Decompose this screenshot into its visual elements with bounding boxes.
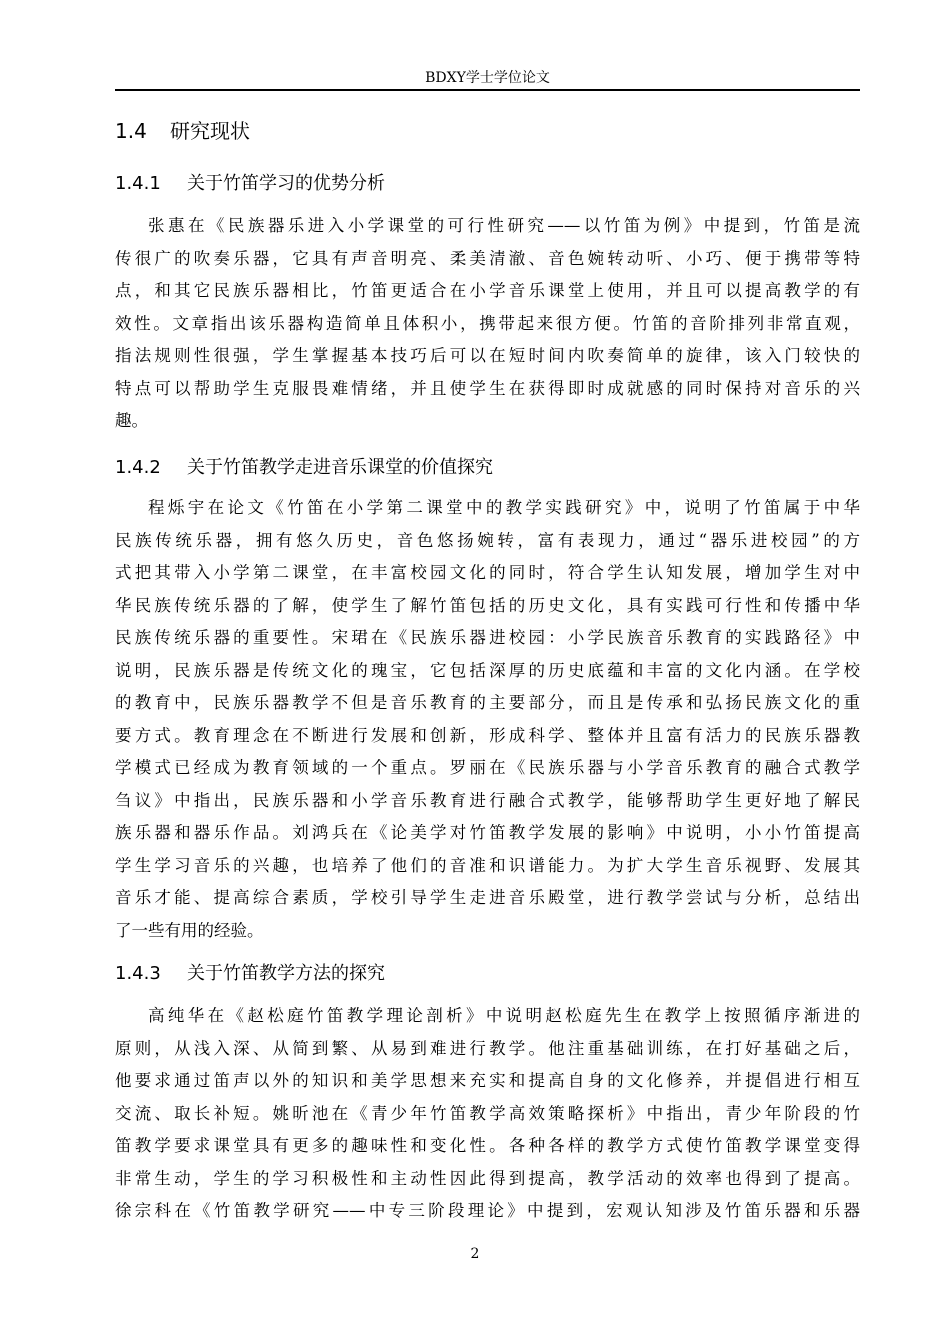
text-line: 效性。文章指出该乐器构造简单且体积小，携带起来很方便。竹笛的音阶排列非常直观，	[115, 313, 860, 333]
text-line: 说明，民族乐器是传统文化的瑰宝，它包括深厚的历史底蕴和丰富的文化内涵。在学校	[115, 660, 860, 680]
text-line: 学生学习音乐的兴趣，也培养了他们的音准和识谱能力。为扩大学生音乐视野、发展其	[115, 855, 860, 875]
subsection-number: 1.4.2	[115, 457, 161, 478]
text-line: 民族传统乐器的重要性。宋珺在《民族乐器进校园：小学民族音乐教育的实践路径》中	[115, 628, 860, 647]
subsection-heading-3	[115, 961, 385, 987]
subsection-number: 1.4.1	[115, 173, 161, 194]
text-line: 点，和其它民族乐器相比，竹笛更适合在小学音乐课堂上使用，并且可以提高教学的有	[115, 281, 860, 300]
text-line: 华民族传统乐器的了解，使学生了解竹笛包括的历史文化，具有实践可行性和传播中华	[115, 595, 860, 615]
text-line: 趣。	[115, 411, 148, 430]
text-line: 徐宗科在《竹笛教学研究——中专三阶段理论》中提到，宏观认知涉及竹笛乐器和乐器	[115, 1201, 860, 1220]
text-line: 学模式已经成为教育领域的一个重点。罗丽在《民族乐器与小学音乐教育的融合式教学	[115, 758, 860, 777]
text-line: 指法规则性很强，学生掌握基本技巧后可以在短时间内吹奏简单的旋律，该入门较快的	[115, 346, 860, 365]
subsection-title: 关于竹笛学习的优势分析	[187, 173, 385, 194]
text-line: 他要求通过笛声以外的知识和美学思想来充实和提高自身的文化修养，并提倡进行相互	[115, 1071, 860, 1090]
text-line: 民族传统乐器，拥有悠久历史，音色悠扬婉转，富有表现力，通过“器乐进校园”的方	[115, 530, 860, 550]
header-rule	[115, 89, 860, 91]
subsection-title: 关于竹笛教学走进音乐课堂的价值探究	[187, 457, 493, 478]
text-line: 程烁宇在论文《竹笛在小学第二课堂中的教学实践研究》中，说明了竹笛属于中华	[148, 498, 860, 517]
subsection-heading-1	[115, 171, 385, 197]
subsection-number: 1.4.3	[115, 963, 161, 984]
section-number: 1.4	[115, 119, 147, 143]
paragraph-1	[115, 210, 860, 438]
running-head: BDXY学士学位论文	[425, 70, 550, 86]
text-line: 族乐器和器乐作品。刘鸿兵在《论美学对竹笛教学发展的影响》中说明，小小竹笛提高	[115, 823, 860, 842]
paragraph-3	[115, 1000, 860, 1228]
text-line: 刍议》中指出，民族乐器和小学音乐教育进行融合式教学，能够帮助学生更好地了解民	[115, 790, 860, 810]
section-heading	[115, 117, 250, 145]
subsection-heading-2	[115, 455, 493, 481]
text-line: 高纯华在《赵松庭竹笛教学理论剖析》中说明赵松庭先生在教学上按照循序渐进的	[148, 1006, 860, 1025]
text-line: 交流、取长补短。姚昕池在《青少年竹笛教学高效策略探析》中指出，青少年阶段的竹	[115, 1103, 860, 1123]
text-line: 传很广的吹奏乐器，它具有声音明亮、柔美清澈、音色婉转动听、小巧、便于携带等特	[115, 248, 860, 268]
text-line: 张惠在《民族器乐进入小学课堂的可行性研究——以竹笛为例》中提到，竹笛是流	[148, 216, 860, 235]
text-line: 音乐才能、提高综合素质，学校引导学生走进音乐殿堂，进行教学尝试与分析，总结出	[115, 888, 860, 907]
section-title: 研究现状	[170, 119, 250, 143]
text-line: 非常生动，学生的学习积极性和主动性因此得到提高，教学活动的效率也得到了提高。	[115, 1168, 860, 1188]
text-line: 要方式。教育理念在不断进行发展和创新，形成科学、整体并且富有活力的民族乐器教	[115, 725, 860, 745]
text-line: 原则，从浅入深、从简到繁、从易到难进行教学。他注重基础训练，在打好基础之后，	[115, 1038, 860, 1058]
text-line: 式把其带入小学第二课堂，在丰富校园文化的同时，符合学生认知发展，增加学生对中	[115, 563, 860, 582]
text-line: 了一些有用的经验。	[115, 920, 264, 940]
text-line: 的教育中，民族乐器教学不但是音乐教育的主要部分，而且是传承和弘扬民族文化的重	[115, 693, 860, 712]
text-line: 特点可以帮助学生克服畏难情绪，并且使学生在获得即时成就感的同时保持对音乐的兴	[115, 378, 860, 398]
text-line: 笛教学要求课堂具有更多的趣味性和变化性。各种各样的教学方式使竹笛教学课堂变得	[115, 1136, 860, 1155]
page-number: 2	[470, 1246, 480, 1262]
subsection-title: 关于竹笛教学方法的探究	[187, 963, 385, 984]
paragraph-2	[115, 492, 860, 947]
